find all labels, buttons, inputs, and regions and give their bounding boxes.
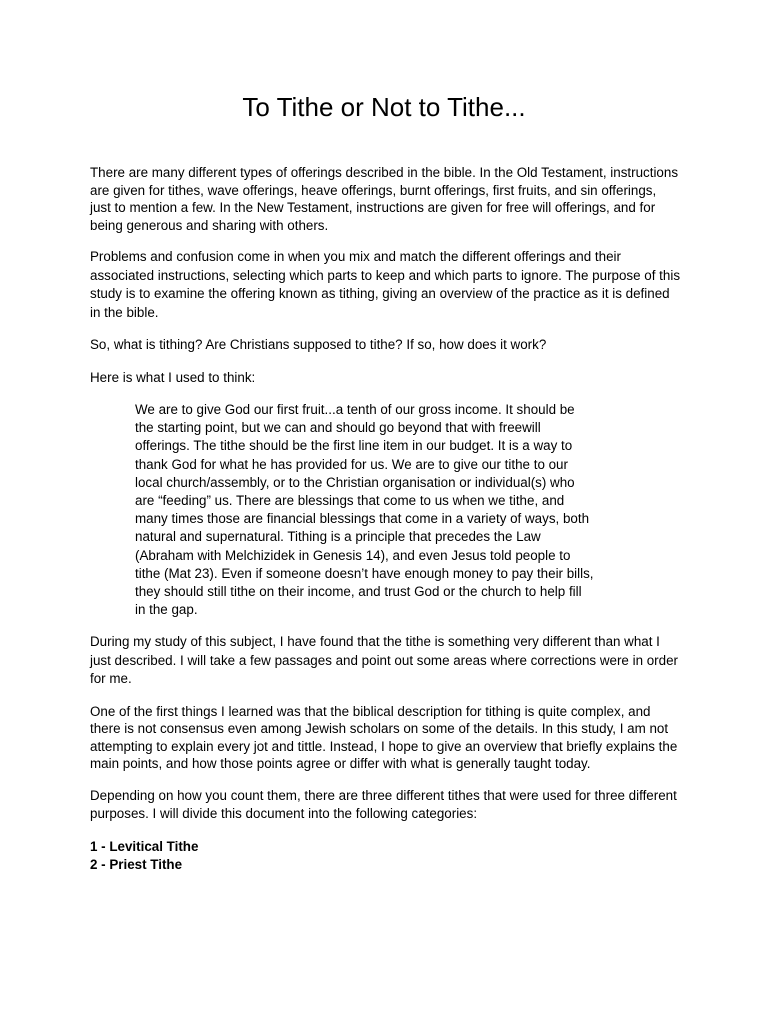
category-item: 2 - Priest Tithe (90, 857, 183, 873)
category-list (90, 838, 680, 875)
document-title: To Tithe or Not to Tithe... (242, 92, 526, 122)
question-paragraph: So, what is tithing? Are Christians supposed to tithe? If so, how does it work? (90, 337, 547, 352)
intro-paragraph: There are many different types of offerings described in the bible. In the Old Testament, instructions are given for tithes, wave offerings, heave offerings, burnt offerings, first fruits, and sin offerings, just to mention a few. In the New Testament, instructions are given for free will offerings, and for being generous and sharing with others. (90, 165, 679, 233)
complexity-paragraph: One of the first things I learned was that the biblical description for tithing is quite complex, and there is not consensus even among Jewish scholars on some of the details. In this study, I am not attempting to explain every jot and tittle. Instead, I hope to give an overview that briefly explains the main points, and how those points agree or differ with what is generally taught today. (90, 703, 678, 772)
three-tithes-paragraph: Depending on how you count them, there are three different tithes that were used for three different purposes. I will divide this document into the following categories: (90, 787, 677, 822)
category-item: 1 - Levitical Tithe (90, 838, 199, 854)
problems-paragraph: Problems and confusion come in when you mix and match the different offerings and their associated instructions, selecting which parts to keep and which parts to ignore. The purpose of this study is to examine the offering known as tithing, giving an overview of the practice as it is defined in the bible. (90, 249, 681, 320)
study-finding-paragraph: During my study of this subject, I have found that the tithe is something very different than what I just described. I will take a few passages and point out some areas where corrections were in order for me. (90, 634, 678, 687)
former-belief-quote: We are to give God our first fruit...a tenth of our gross income. It should be the starting point, but we can and should go beyond that with freewill offerings. The tithe should be the first line item in our budget. It is a way to thank God for what he has provided for us. We are to give our tithe to our local church/assembly, or to the Christian organisation or individual(s) who are “feeding” us. There are blessings that come to us when we tithe, and many times those are financial blessings that come in a variety of ways, both natural and supernatural. Tithing is a principle that precedes the Law (Abraham with Melchizidek in Genesis 14), and even Jesus told people to tithe (Mat 23). Even if someone doesn’t have enough money to pay their bills, they should still tithe on their income, and trust God or the church to help fill in the gap. (135, 402, 594, 618)
document-body (90, 164, 680, 875)
used-to-think-paragraph: Here is what I used to think: (90, 369, 256, 385)
